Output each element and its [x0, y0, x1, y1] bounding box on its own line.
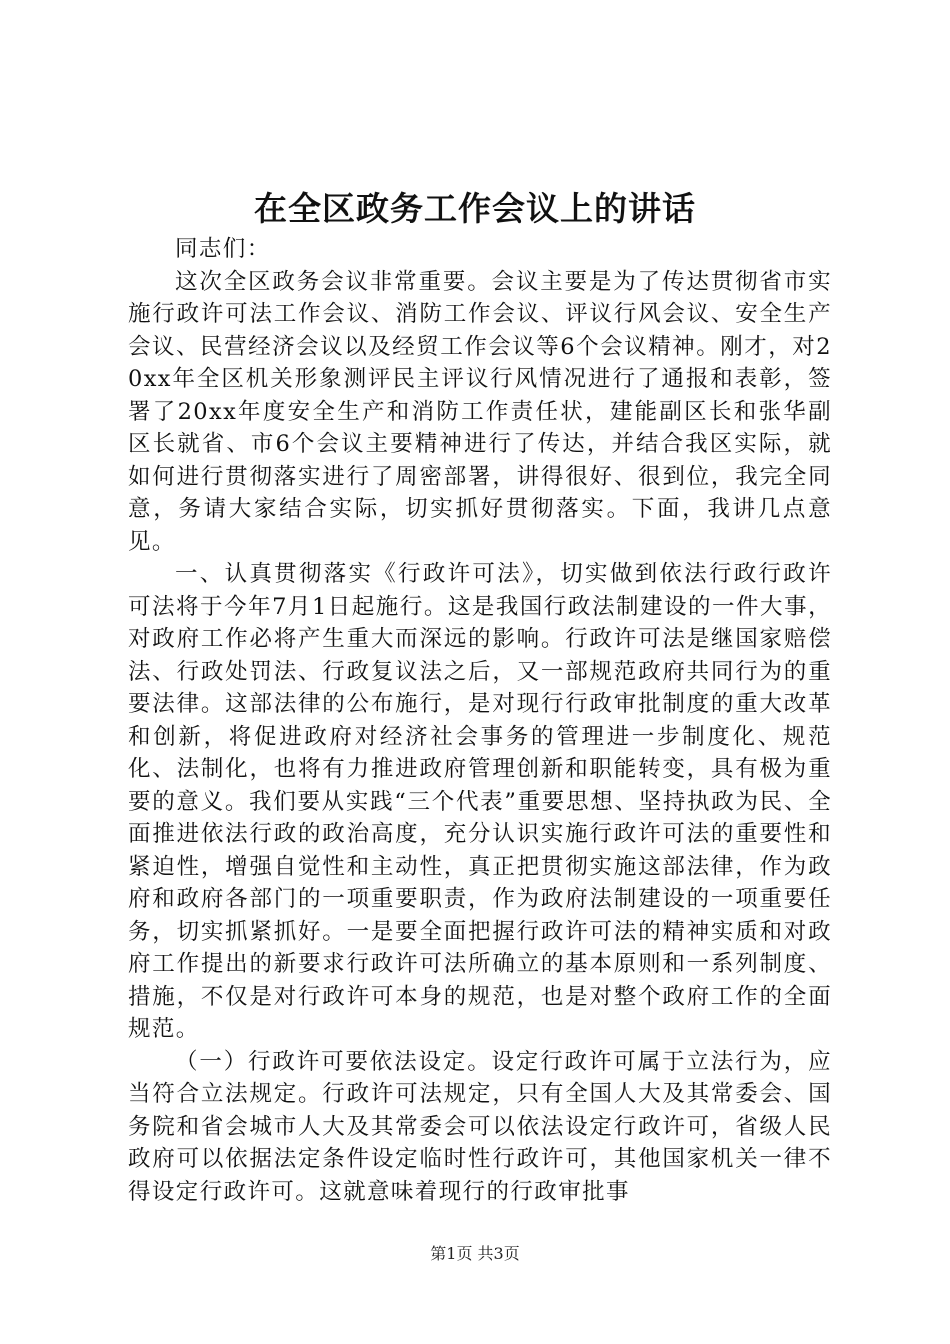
paragraph-section-one: 一、认真贯彻落实《行政许可法》，切实做到依法行政行政许可法将于今年7月1日起施行。这是我国行政法制建设的一件大事，对政府工作必将产生重大而深远的影响。行政许可法是继国家赔偿法、行政处罚法、行政复议法之后，又一部规范政府共同行为的重要法律。这部法律的公布施行，是对现行行政审批制度的重大改革和创新，将促进政府对经济社会事务的管理进一步制度化、规范化、法制化，也将有力推进政府管理创新和职能转变，具有极为重要的意义。我们要从实践“三个代表”重要思想、坚持执政为民、全面推进依法行政的政治高度，充分认识实施行政许可法的重要性和紧迫性，增强自觉性和主动性，真正把贯彻实施这部法律，作为政府和政府各部门的一项重要职责，作为政府法制建设的一项重要任务，切实抓紧抓好。一是要全面把握行政许可法的精神实质和对政府工作提出的新要求行政许可法所确立的基本原则和一系列制度、措施，不仅是对行政许可本身的规范，也是对整个政府工作的全面规范。: [128, 561, 832, 1042]
document-body: [128, 233, 832, 1208]
page-number-footer: 第1页 共3页: [430, 1244, 520, 1263]
paragraph-subsection-one: （一）行政许可要依法设定。设定行政许可属于立法行为，应当符合立法规定。行政许可法规定，只有全国人大及其常委会、国务院和省会城市人大及其常委会可以依法设定行政许可，省级人民政府可以依据法定条件设定临时性行政许可，其他国家机关一律不得设定行政许可。这就意味着现行的行政审批事: [128, 1048, 832, 1205]
salutation: 同志们：: [175, 236, 271, 262]
paragraph-intro: 这次全区政务会议非常重要。会议主要是为了传达贯彻省市实施行政许可法工作会议、消防工作会议、评议行风会议、安全生产会议、民营经济会议以及经贸工作会议等6个会议精神。刚才，对20xx年全区机关形象测评民主评议行风情况进行了通报和表彰，签署了20xx年度安全生产和消防工作责任状，建能副区长和张华副区长就省、市6个会议主要精神进行了传达，并结合我区实际，就如何进行贯彻落实进行了周密部署，讲得很好、很到位，我完全同意，务请大家结合实际，切实抓好贯彻落实。下面，我讲几点意见。: [128, 268, 832, 555]
document-title: 在全区政务工作会议上的讲话: [254, 189, 696, 228]
